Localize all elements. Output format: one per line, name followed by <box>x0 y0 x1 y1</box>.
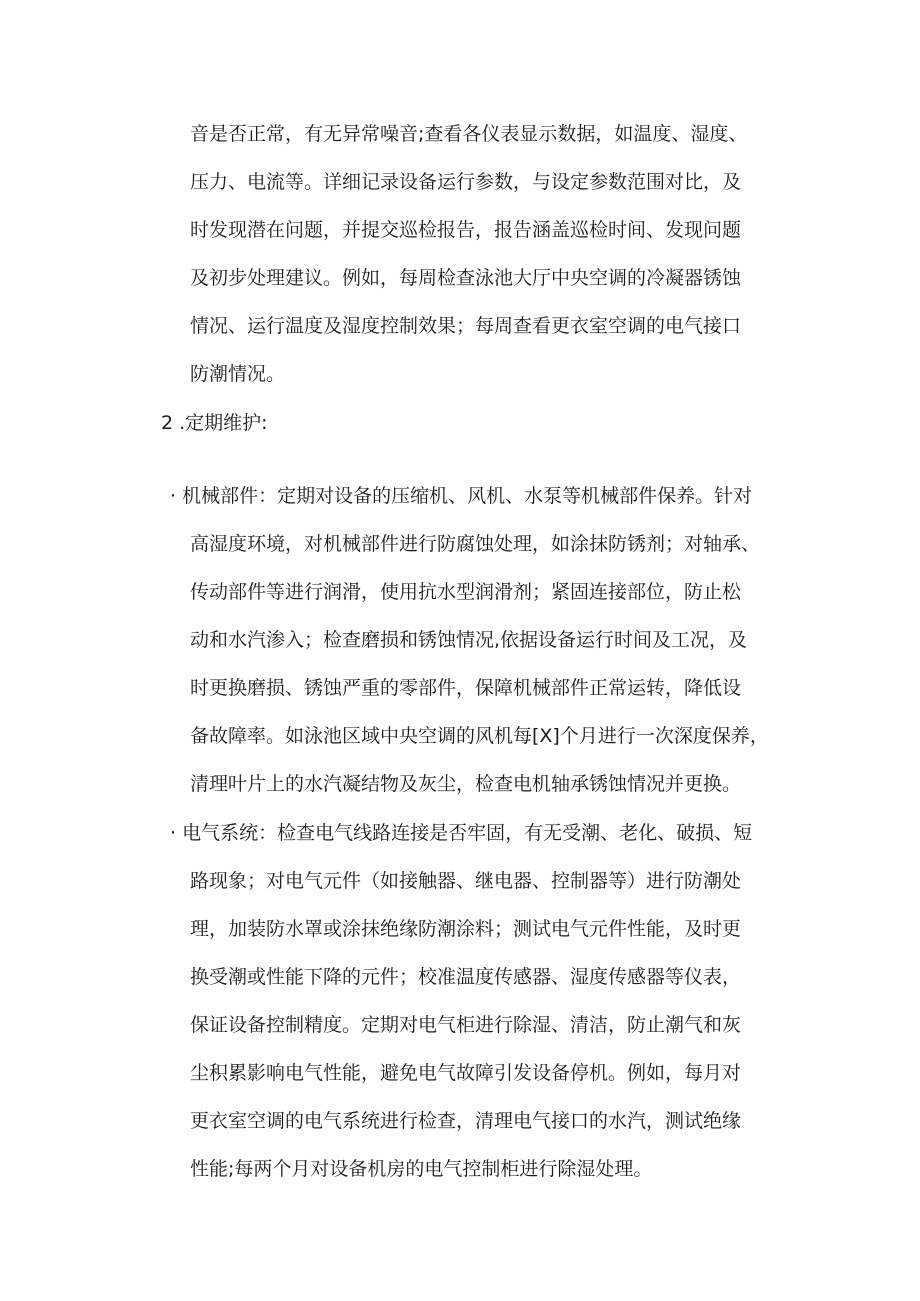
section-heading: 2 .定期维护: <box>161 412 268 434</box>
paragraph-line: 保证设备控制精度。定期对电气柜进行除湿、清洁，防止潮气和灰 <box>190 1014 742 1036</box>
paragraph-line: 备故障率。如泳池区域中央空调的风机每[X]个月进行一次深度保养， <box>190 725 769 747</box>
paragraph-line: 高湿度环境，对机械部件进行防腐蚀处理，如涂抹防锈剂；对轴承、 <box>190 533 761 555</box>
paragraph-line: 路现象；对电气元件（如接触器、继电器、控制器等）进行防潮处 <box>190 870 742 892</box>
paragraph-line: 动和水汽渗入；检查磨损和锈蚀情况,依据设备运行时间及工况，及 <box>190 629 748 651</box>
paragraph-line: 尘积累影响电气性能，避免电气故障引发设备停机。例如，每月对 <box>190 1062 742 1084</box>
paragraph-line: 换受潮或性能下降的元件；校准温度传感器、湿度传感器等仪表， <box>190 966 742 988</box>
paragraph-line: 性能;每两个月对设备机房的电气控制柜进行除湿处理。 <box>190 1158 653 1180</box>
bullet-item-mechanical: · 机械部件：定期对设备的压缩机、风机、水泵等机械部件保养。针对 <box>170 485 753 507</box>
paragraph-line: 理，加装防水罩或涂抹绝缘防潮涂料；测试电气元件性能，及时更 <box>190 918 742 940</box>
paragraph-line: 音是否正常，有无异常噪音;查看各仪表显示数据，如温度、湿度、 <box>190 123 748 145</box>
paragraph-line: 时发现潜在问题，并提交巡检报告，报告涵盖巡检时间、发现问题 <box>190 219 742 241</box>
paragraph-line: 压力、电流等。详细记录设备运行参数，与设定参数范围对比，及 <box>190 171 742 193</box>
paragraph-line: 时更换磨损、锈蚀严重的零部件，保障机械部件正常运转，降低设 <box>190 677 742 699</box>
paragraph-line: 及初步处理建议。例如，每周检查泳池大厅中央空调的冷凝器锈蚀 <box>190 267 742 289</box>
paragraph-line: 防潮情况。 <box>190 363 286 385</box>
paragraph-line: 更衣室空调的电气系统进行检查，清理电气接口的水汽，测试绝缘 <box>190 1110 742 1132</box>
paragraph-line: 传动部件等进行润滑，使用抗水型润滑剂；紧固连接部位，防止松 <box>190 581 742 603</box>
bullet-item-electrical: · 电气系统：检查电气线路连接是否牢固，有无受潮、老化、破损、短 <box>170 822 753 844</box>
paragraph-line: 清理叶片上的水汽凝结物及灰尘，检查电机轴承锈蚀情况并更换。 <box>190 773 742 795</box>
paragraph-line: 情况、运行温度及湿度控制效果；每周查看更衣室空调的电气接口 <box>190 315 742 337</box>
